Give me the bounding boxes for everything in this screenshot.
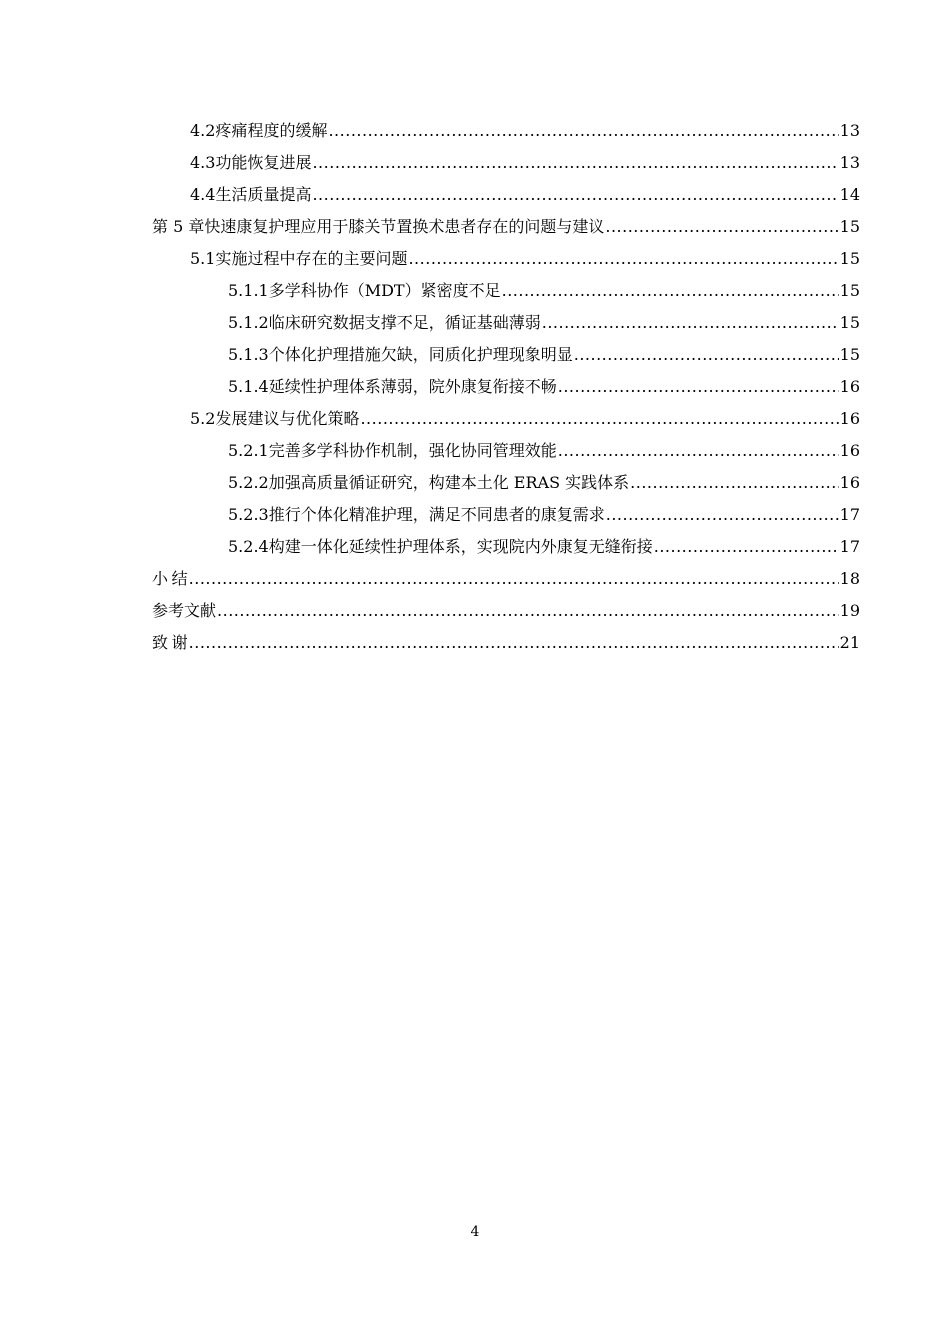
toc-entry-number: 4.4 [190,185,216,204]
toc-entry-number: 5.2.2 [228,473,269,492]
toc-entry-title: 延续性护理体系薄弱，院外康复衔接不畅 [268,377,557,396]
toc-entry-title: 快速康复护理应用于膝关节置换术患者存在的问题与建议 [204,217,605,236]
toc-entry-number: 5.1.3 [228,345,269,364]
toc-entry-summary[interactable] [152,563,860,595]
toc-entry-title [152,627,188,659]
toc-entry-page: 15 [839,281,860,300]
dot-leader [408,243,838,275]
toc-entry-number: 5.2.4 [228,537,269,556]
toc-entry-5-2-3[interactable] [152,499,860,531]
toc-entry-number: 第 5 章 [152,217,205,236]
toc-entry-title: 疼痛程度的缓解 [215,121,328,140]
toc-entry-5-1-1[interactable] [152,275,860,307]
toc-entry-number: 4.2 [190,121,216,140]
toc-entry-title: 完善多学科协作机制，强化协同管理效能 [268,441,557,460]
toc-entry-page: 19 [839,601,860,620]
toc-entry-5-2-4[interactable] [152,531,860,563]
toc-entry-number: 5.1.1 [228,281,269,300]
toc-entry-page: 14 [839,185,860,204]
toc-entry-page: 16 [839,473,860,492]
toc-entry-title: 实施过程中存在的主要问题 [215,249,408,268]
toc-entry-page: 17 [839,537,860,556]
toc-entry-number: 5.2 [190,409,216,428]
toc-title-char: 致 [152,633,169,652]
toc-entry-title: 构建一体化延续性护理体系，实现院内外康复无缝衔接 [268,537,653,556]
dot-leader [558,371,839,403]
toc-entry-page: 15 [839,313,860,332]
toc-entry-5-1-4[interactable] [152,371,860,403]
toc-entry-page: 15 [839,345,860,364]
toc-entry-5-1-2[interactable] [152,307,860,339]
dot-leader [360,403,838,435]
toc-entry-5-1[interactable] [152,243,860,275]
toc-entry-5-2-1[interactable] [152,435,860,467]
toc-entry-number: 5.1.2 [228,313,269,332]
toc-entry-5-2[interactable] [152,403,860,435]
dot-leader [605,211,838,243]
toc-entry-page: 18 [839,569,860,588]
toc-entry-references[interactable] [152,595,860,627]
dot-leader [312,179,838,211]
dot-leader [217,595,839,627]
dot-leader [574,339,839,371]
toc-entry-chapter-5[interactable] [152,211,860,243]
page-number: 4 [470,1224,480,1240]
dot-leader [189,627,839,659]
toc-entry-title: 临床研究数据支撑不足，循证基础薄弱 [268,313,541,332]
toc-entry-title: 推行个体化精准护理，满足不同患者的康复需求 [268,505,605,524]
toc-entry-title: 发展建议与优化策略 [215,409,360,428]
toc-entry-4-2[interactable] [152,115,860,147]
toc-entry-5-2-2[interactable] [152,467,860,499]
toc-entry-page: 17 [839,505,860,524]
toc-entry-page: 16 [839,441,860,460]
toc-entry-page: 16 [839,409,860,428]
toc-entry-number: 4.3 [190,153,216,172]
toc-entry-title: 多学科协作（MDT）紧密度不足 [268,281,501,300]
dot-leader [606,499,839,531]
toc-entry-5-1-3[interactable] [152,339,860,371]
toc-entry-title: 生活质量提高 [215,185,312,204]
table-of-contents [152,115,860,659]
dot-leader [542,307,839,339]
toc-entry-page: 15 [839,217,860,236]
dot-leader [328,115,838,147]
toc-entry-page: 16 [839,377,860,396]
toc-entry-page: 13 [839,153,860,172]
toc-title-char: 小 [152,569,169,588]
dot-leader [189,563,839,595]
dot-leader [630,467,839,499]
toc-title-char: 结 [171,569,188,588]
toc-entry-page: 21 [839,633,860,652]
toc-entry-title: 参考文献 [152,601,217,620]
toc-entry-title: 个体化护理措施欠缺，同质化护理现象明显 [268,345,573,364]
toc-entry-number: 5.2.3 [228,505,269,524]
toc-entry-title [152,563,188,595]
toc-entry-acknowledgements[interactable] [152,627,860,659]
toc-entry-title: 功能恢复进展 [215,153,312,172]
dot-leader [312,147,838,179]
dot-leader [654,531,839,563]
toc-title-char: 谢 [171,633,188,652]
toc-entry-number: 5.1.4 [228,377,269,396]
toc-entry-title: 加强高质量循证研究，构建本土化 ERAS 实践体系 [268,473,630,492]
dot-leader [502,275,839,307]
toc-entry-4-4[interactable] [152,179,860,211]
toc-entry-number: 5.1 [190,249,216,268]
dot-leader [558,435,839,467]
toc-entry-page: 13 [839,121,860,140]
toc-entry-number: 5.2.1 [228,441,269,460]
toc-entry-4-3[interactable] [152,147,860,179]
toc-entry-page: 15 [839,249,860,268]
